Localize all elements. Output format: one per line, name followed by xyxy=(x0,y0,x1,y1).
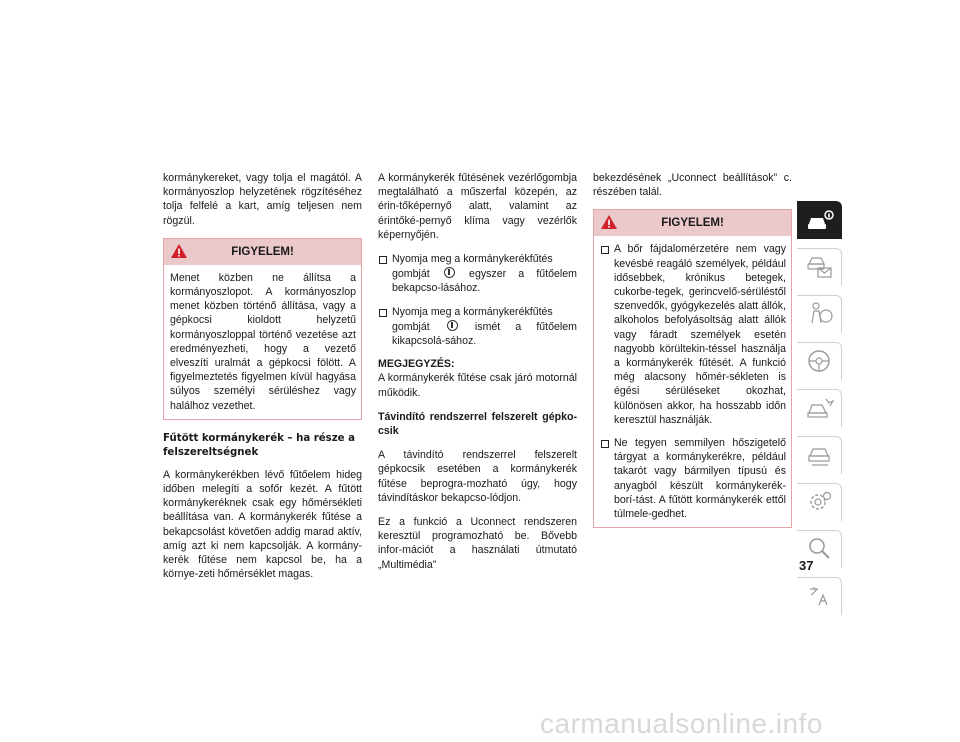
tab-car-info[interactable] xyxy=(797,201,842,239)
warning-title: FIGYELEM! xyxy=(231,245,294,258)
heated-steering-button-icon xyxy=(444,267,455,278)
intro-paragraph: A kormánykerék fűtésének vezérlőgombja megtalálható a műszerfal közepén, az érin-tőképernyő alatt, valamint az érintőké-pernyő klíma vagy vezérlők képernyőjén. xyxy=(378,172,577,241)
section-heading: Távindító rendszerrel felszerelt gépko-csik xyxy=(378,410,577,438)
column-1 xyxy=(163,171,362,591)
tab-settings[interactable] xyxy=(797,483,842,521)
intro-paragraph: bekezdésének „Uconnect beállítások” c. részében talál. xyxy=(593,172,792,199)
note-text: A kormánykerék fűtése csak járó motornál működik. xyxy=(378,372,577,399)
bullet-text: egyszer a fűtőelem bekapcso-lásához. xyxy=(392,268,577,295)
car-info-icon xyxy=(806,207,834,233)
list-item xyxy=(600,242,786,427)
body-paragraph: A kormánykerékben lévő fűtőelem hideg időben melegíti a sofőr kezét. A fűtött kormánykeréknek csak egy hőmérsékleti beállítása van. A kormánykerék fűtése a bekapcsolást követően addig marad aktív, amíg azt ki nem kapcsolják. A kormány-kerék fűtése nem kapcsol be, ha a környe-zeti hőmérséklet magas. xyxy=(163,468,362,581)
tab-safety[interactable] xyxy=(797,295,842,333)
warning-title: FIGYELEM! xyxy=(661,217,724,230)
body-paragraph: A távindító rendszerrel felszerelt gépkocsik esetében a kormánykerék fűtése beprogra-mozható úgy, hogy távindításkor bekapcso-lódjon. xyxy=(378,449,577,504)
language-icon xyxy=(806,583,834,609)
column-3 xyxy=(593,171,792,540)
bullet-text: ismét a fűtőelem kikapcsolá-sához. xyxy=(392,320,577,348)
intro-paragraph: kormánykereket, vagy tolja el magától. A kormányoszlop helyzetének rögzítéséhez tolja felfelé a kart, amíg teljesen nem rögzül. xyxy=(163,172,362,227)
tab-steering[interactable] xyxy=(797,342,842,380)
heated-steering-button-icon xyxy=(447,320,458,331)
gear-settings-icon xyxy=(806,489,834,515)
note-paragraph xyxy=(378,357,577,400)
bullet-box-icon xyxy=(601,246,609,254)
page-number: 37 xyxy=(799,558,814,573)
column-2 xyxy=(378,171,577,582)
watermark: carmanualsonline.info xyxy=(540,708,823,739)
safety-person-icon xyxy=(806,301,834,327)
warning-box xyxy=(163,238,362,420)
bullet-text: Ne tegyen semmilyen hőszigetelő tárgyat a kormánykerékre, például takarót vagy bármilyen típusú és anyagból készült kormánykerék-borí-tást. A fűtött kormánykerék ettől túlmele-gedhet. xyxy=(614,437,786,521)
list-item xyxy=(378,252,577,296)
car-mail-icon xyxy=(806,254,834,280)
body-paragraph: Ez a funkció a Uconnect rendszeren keresztül programozható be. Bővebb infor-mációt a használati útmutató „Multimédia” xyxy=(378,516,577,571)
bullet-box-icon xyxy=(379,256,387,264)
bullet-text: A bőr fájdalomérzetére nem vagy kevésbé reagáló személyek, például idősebbek, krónikus betegek, cukorbe-tegek, gerincvelő-sérüléstől szenvedők, gyógykezelés alatt állók, alkoholos befolyásoltság alatt állók vagy fáradt személyek esetén nagyobb körültekin-téssel használja a kormánykerék fűtését. A funkció még alacsony hőmér-sékleten is égési sérüléseket okozhat, különösen akkor, ha hosszabb időn keresztül használják. xyxy=(614,243,786,426)
warning-text: Menet közben ne állítsa a kormányoszlopot. A kormányoszlop menet közben történő állítása, vagy a gépkocsi kioldott helyzetű kormányoszloppal történő vezetése azt eredményezheti, hogy a vezető elveszíti uralmát a gépkocsi fölött. A figyelmeztetés figyelmen kívül hagyása súlyos személyi sérüléshez vagy halálhoz vezethet. xyxy=(170,271,356,412)
section-heading: Fűtött kormánykerék – ha része a felszereltségnek xyxy=(163,432,356,458)
note-label: MEGJEGYZÉS: xyxy=(378,358,455,371)
tab-car-mail[interactable] xyxy=(797,248,842,286)
tab-car-crash[interactable] xyxy=(797,389,842,427)
bullet-box-icon xyxy=(601,440,609,448)
warning-header xyxy=(164,239,361,265)
steering-wheel-icon xyxy=(806,348,834,374)
warning-header xyxy=(594,210,791,236)
bullet-text: gombját xyxy=(392,268,430,281)
bullet-text: gombját xyxy=(392,320,430,333)
warning-text-container xyxy=(594,236,791,527)
list-item xyxy=(600,436,786,521)
warning-box xyxy=(593,209,792,528)
bullet-text: Nyomja meg a kormánykerékfűtés xyxy=(392,305,553,318)
car-crash-icon xyxy=(806,395,834,421)
list-item xyxy=(378,305,577,349)
tab-language[interactable] xyxy=(797,577,842,615)
bullet-box-icon xyxy=(379,309,387,317)
bullet-text: Nyomja meg a kormánykerékfűtés xyxy=(392,253,553,266)
car-service-icon xyxy=(806,442,834,468)
tab-car-service[interactable] xyxy=(797,436,842,474)
